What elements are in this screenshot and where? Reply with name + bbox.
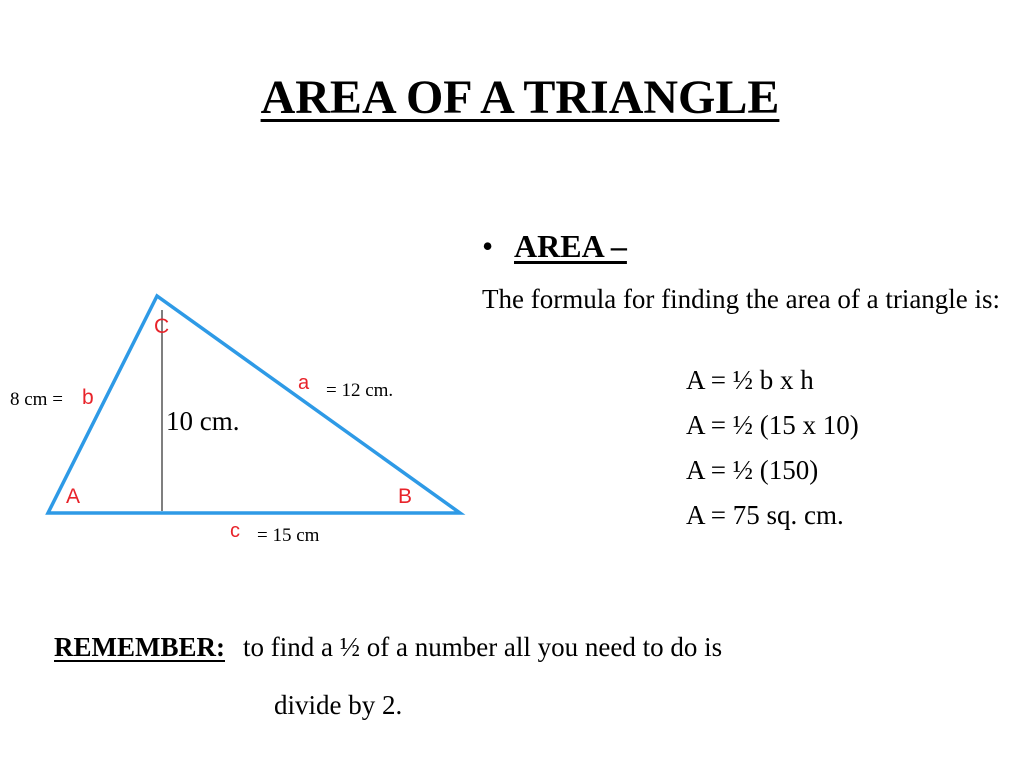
formula-line: A = ½ (150): [686, 455, 819, 485]
remember-label: REMEMBER:: [54, 632, 225, 662]
height-measurement: 10 cm.: [166, 406, 240, 436]
triangle-diagram: [0, 280, 480, 570]
remember-text: to find a ½ of a number all you need to do is: [243, 632, 723, 662]
formula-line: A = ½ (15 x 10): [686, 410, 859, 440]
bullet-row: [482, 226, 627, 266]
side-label-c: c: [230, 520, 240, 542]
formula-line: A = ½ b x h: [686, 365, 814, 395]
vertex-label-b: B: [398, 485, 413, 508]
formula-description: The formula for finding the area of a triangle is:: [482, 284, 1001, 314]
side-a-measurement: = 12 cm.: [326, 380, 394, 401]
vertex-label-c: C: [154, 315, 170, 338]
slide-title: AREA OF A TRIANGLE: [260, 71, 780, 124]
formula-line: A = 75 sq. cm.: [686, 500, 844, 530]
side-label-b: b: [82, 386, 94, 409]
triangle-shape: [48, 296, 460, 513]
side-c-measurement: = 15 cm: [257, 525, 320, 546]
vertex-label-a: A: [66, 485, 81, 508]
remember-continuation: divide by 2.: [274, 690, 403, 720]
side-b-measurement: 8 cm =: [10, 389, 63, 410]
bullet-symbol: •: [482, 228, 494, 264]
bullet-heading: AREA –: [514, 228, 627, 264]
side-label-a: a: [298, 372, 310, 394]
remember-note: [54, 630, 722, 664]
